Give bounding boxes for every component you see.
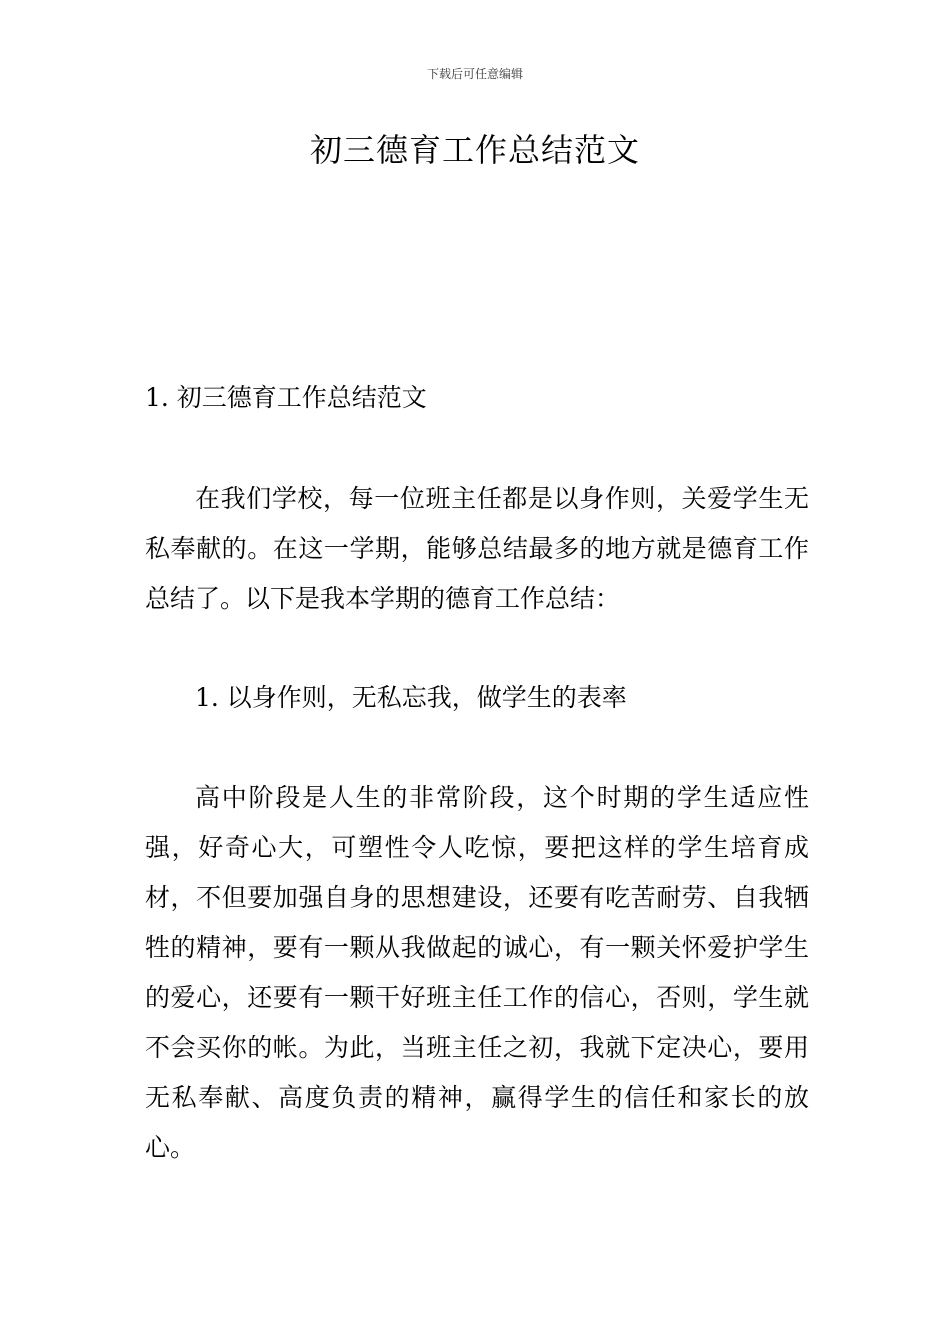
section-heading: 1. 初三德育工作总结范文 bbox=[145, 383, 427, 412]
sub-heading: 1. 以身作则，无私忘我，做学生的表率 bbox=[195, 683, 627, 712]
body-paragraph: 高中阶段是人生的非常阶段，这个时期的学生适应性强，好奇心大，可塑性令人吃惊，要把这样的学生培育成材，不但要加强自身的思想建设，还要有吃苦耐劳、自我牺牲的精神，要有一颗从我做起的诚心，有一颗关怀爱护学生的爱心，还要有一颗干好班主任工作的信心，否则，学生就不会买你的帐。为此，当班主任之初，我就下定决心，要用无私奉献、高度负责的精神，赢得学生的信任和家长的放心。 bbox=[145, 783, 809, 1162]
document-title: 初三德育工作总结范文 bbox=[309, 131, 640, 169]
intro-paragraph: 在我们学校，每一位班主任都是以身作则，关爱学生无私奉献的。在这一学期，能够总结最多的地方就是德育工作总结了。以下是我本学期的德育工作总结： bbox=[145, 484, 809, 613]
header-note: 下载后可任意编辑 bbox=[426, 67, 523, 81]
